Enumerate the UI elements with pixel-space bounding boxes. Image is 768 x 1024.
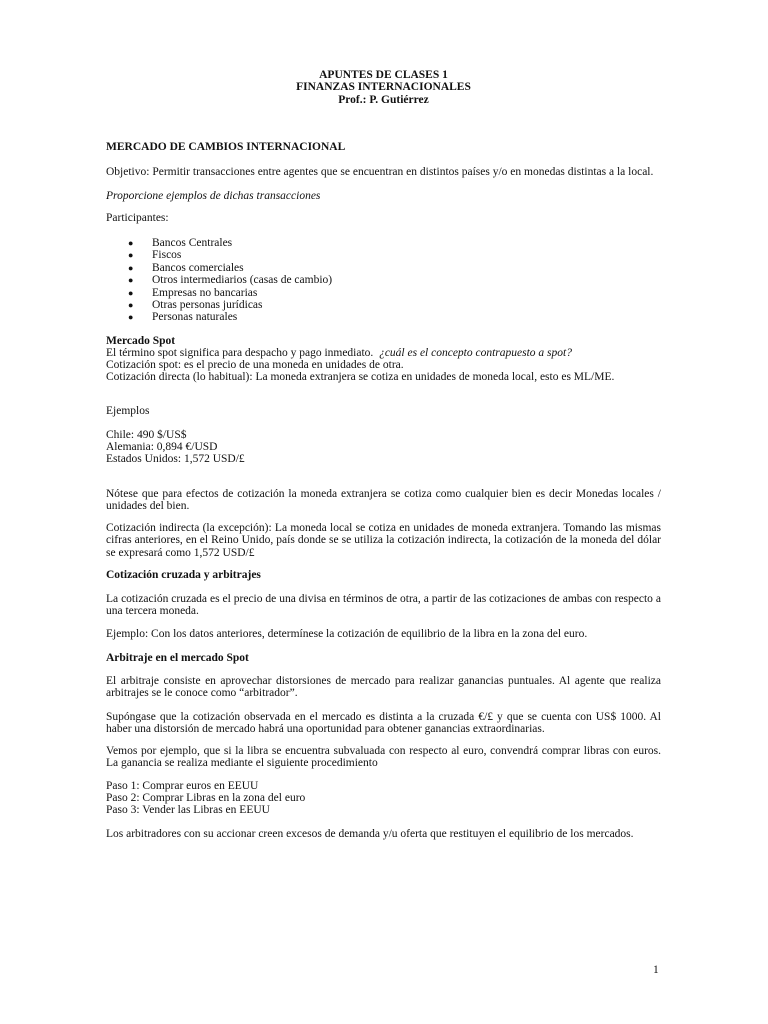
list-item: ● Otras personas jurídicas bbox=[106, 299, 661, 311]
section-title-arbitraje: Arbitraje en el mercado Spot bbox=[106, 652, 249, 664]
ejemplo-cruzada-paragraph: Ejemplo: Con los datos anteriores, determínese la cotización de equilibrio de la libra en la zona del euro. bbox=[106, 628, 588, 640]
section-title-mercado-cambios: MERCADO DE CAMBIOS INTERNACIONAL bbox=[106, 141, 346, 153]
spot-definition-text: El término spot significa para despacho y pago inmediato. bbox=[106, 347, 374, 359]
participantes-label: Participantes: bbox=[106, 212, 169, 224]
participantes-list bbox=[106, 237, 661, 324]
example-estados-unidos: Estados Unidos: 1,572 USD/£ bbox=[106, 453, 245, 465]
paso-1: Paso 1: Comprar euros en EEUU bbox=[106, 780, 259, 792]
list-item: ● Otros intermediarios (casas de cambio) bbox=[106, 274, 661, 286]
ejemplos-label: Ejemplos bbox=[106, 405, 150, 417]
list-item: ● Personas naturales bbox=[106, 311, 661, 323]
page-number: 1 bbox=[653, 964, 659, 976]
list-item: ● Bancos Centrales bbox=[106, 237, 661, 249]
notese-paragraph: Nótese que para efectos de cotización la moneda extranjera se cotiza como cualquier bien es decir Monedas locales / unidades del bien. bbox=[106, 488, 661, 513]
proporcione-note: Proporcione ejemplos de dichas transacciones bbox=[106, 190, 321, 202]
example-chile: Chile: 490 $/US$ bbox=[106, 429, 187, 441]
cotizacion-directa-paragraph: Cotización directa (lo habitual): La moneda extranjera se cotiza en unidades de moneda local, esto es ML/ME. bbox=[106, 371, 615, 383]
list-item: ● Empresas no bancarias bbox=[106, 287, 661, 299]
cotizacion-indirecta-paragraph: Cotización indirecta (la excepción): La moneda local se cotiza en unidades de moneda extranjera. Tomando las mismas cifras anteriores, en el Reino Unido, país donde se se utiliza la cotización indirecta, la cotización de la moneda del dólar se expresará como 1,572 USD/£ bbox=[106, 522, 661, 559]
section-title-cotizacion-cruzada: Cotización cruzada y arbitrajes bbox=[106, 569, 261, 581]
arbitradores-paragraph: Los arbitradores con su accionar creen excesos de demanda y/u oferta que restituyen el equilibrio de los mercados. bbox=[106, 828, 634, 840]
cotizacion-spot-paragraph: Cotización spot: es el precio de una moneda en unidades de otra. bbox=[106, 359, 404, 371]
supongase-paragraph: Supóngase que la cotización observada en el mercado es distinta a la cruzada €/£ y que se cuenta con US$ 1000. Al haber una distorsión de mercado habrá una oportunidad para obtener ganancias extraordinarias. bbox=[106, 711, 661, 736]
vemos-paragraph: Vemos por ejemplo, que si la libra se encuentra subvaluada con respecto al euro, convendrá comprar libras con euros. La ganancia se realiza mediante el siguiente procedimiento bbox=[106, 745, 661, 770]
list-item: ● Fiscos bbox=[106, 249, 661, 261]
header-professor: Prof.: P. Gutiérrez bbox=[338, 94, 429, 106]
spot-question: ¿cuál es el concepto contrapuesto a spot? bbox=[379, 347, 572, 359]
objetivo-paragraph: Objetivo: Permitir transacciones entre agentes que se encuentran en distintos países y/o en monedas distintas a la local. bbox=[106, 166, 654, 178]
paso-2: Paso 2: Comprar Libras en la zona del euro bbox=[106, 792, 306, 804]
spot-definition bbox=[106, 347, 661, 359]
section-title-mercado-spot: Mercado Spot bbox=[106, 335, 176, 347]
example-alemania: Alemania: 0,894 €/USD bbox=[106, 441, 218, 453]
header-title-line1: APUNTES DE CLASES 1 bbox=[319, 69, 448, 81]
list-item: ● Bancos comerciales bbox=[106, 262, 661, 274]
cotizacion-cruzada-paragraph: La cotización cruzada es el precio de una divisa en términos de otra, a partir de las cotizaciones de ambas con respecto a una tercera moneda. bbox=[106, 593, 661, 618]
paso-3: Paso 3: Vender las Libras en EEUU bbox=[106, 804, 270, 816]
arbitraje-paragraph: El arbitraje consiste en aprovechar distorsiones de mercado para realizar ganancias puntuales. Al agente que realiza arbitrajes se le conoce como “arbitrador”. bbox=[106, 675, 661, 700]
header-title-line2: FINANZAS INTERNACIONALES bbox=[296, 81, 471, 93]
